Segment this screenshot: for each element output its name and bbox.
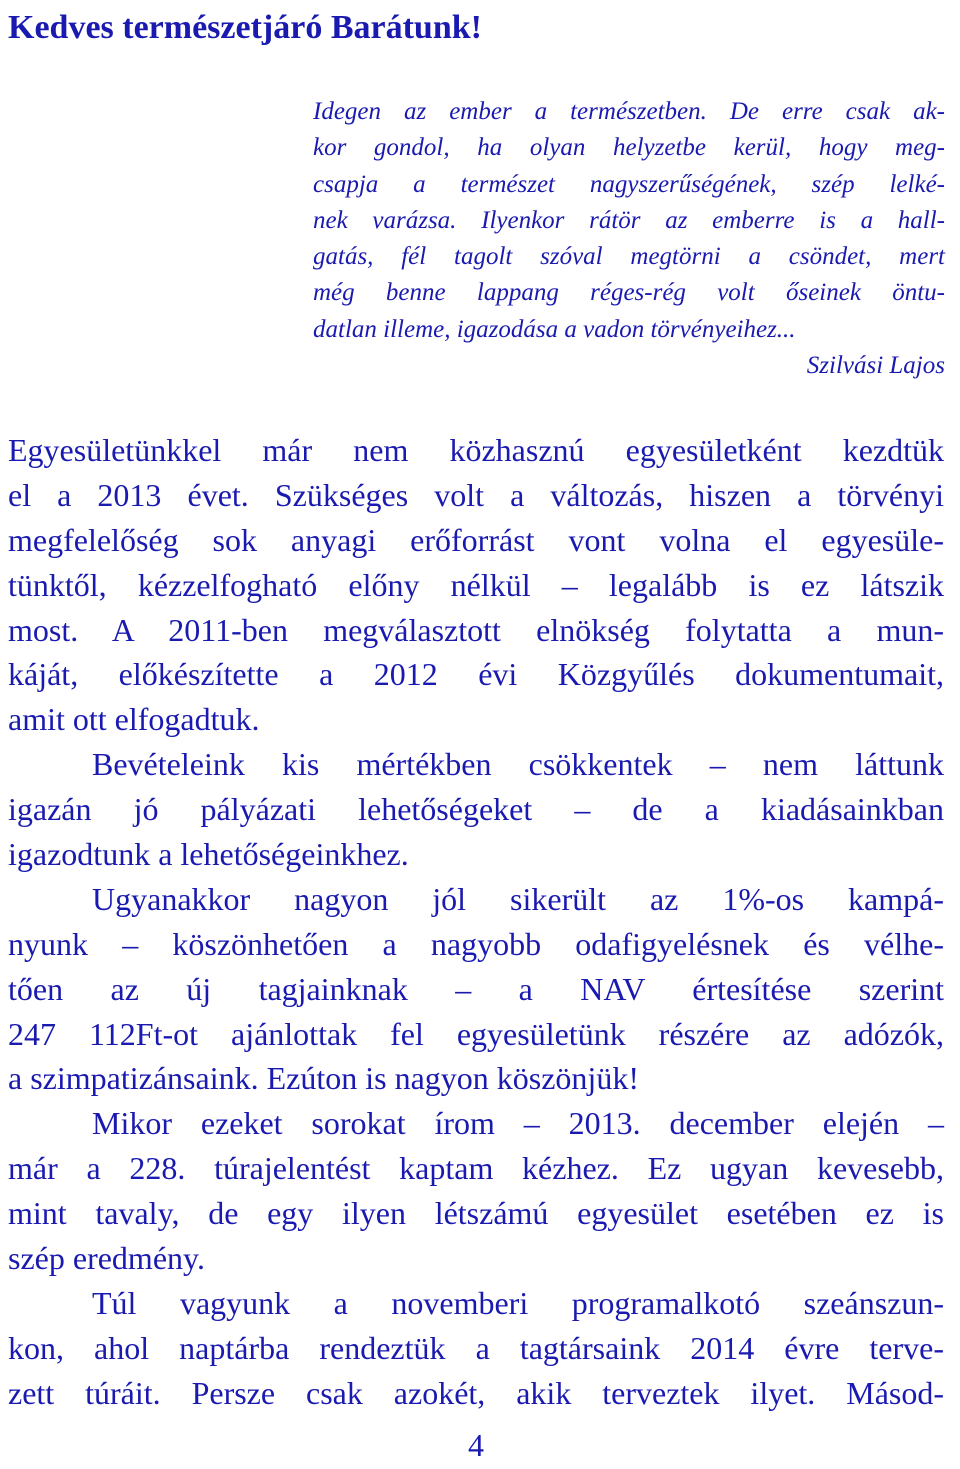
quote-line: datlan illeme, igazodása a vadon törvényeihez...	[313, 315, 796, 343]
body-line: amit ott elfogadtuk.	[8, 701, 260, 738]
body-line: Bevételeink kis mértékben csökkentek – nem láttunk	[92, 746, 944, 783]
page-number: 4	[468, 1427, 484, 1463]
quote-line: még benne lappang réges-rég volt őseinek öntu-	[313, 279, 945, 307]
quote-line: csapja a természet nagyszerűségének, szép lelké-	[313, 170, 945, 198]
body-line: zett túráit. Persze csak azokét, akik terveztek ilyet. Másod-	[8, 1374, 944, 1411]
body-line: már a 228. túrajelentést kaptam kézhez. Ez ugyan kevesebb,	[8, 1150, 944, 1187]
body-line: igazán jó pályázati lehetőségeket – de a kiadásainkban	[8, 791, 944, 828]
page-heading: Kedves természetjáró Barátunk!	[8, 9, 482, 46]
body-line: káját, előkészítette a 2012 évi Közgyűlés dokumentumait,	[8, 656, 944, 693]
body-line: igazodtunk a lehetőségeinkhez.	[8, 836, 409, 873]
quote-author: Szilvási Lajos	[806, 352, 945, 380]
quote-line: kor gondol, ha olyan helyzetbe kerül, hogy meg-	[313, 134, 945, 162]
epigraph-quote	[313, 94, 945, 384]
body-line: most. A 2011-ben megválasztott elnökség folytatta a mun-	[8, 611, 944, 648]
body-line: 247 112Ft-ot ajánlottak fel egyesületünk részére az adózók,	[8, 1015, 944, 1052]
body-line: tően az új tagjainknak – a NAV értesítése szerint	[8, 970, 944, 1007]
quote-line: gatás, fél tagolt szóval megtörni a csöndet, mert	[313, 243, 945, 271]
body-line: Túl vagyunk a novemberi programalkotó szeánszun-	[92, 1284, 944, 1321]
body-line: kon, ahol naptárba rendeztük a tagtársaink 2014 évre terve-	[8, 1329, 944, 1366]
body-line: a szimpatizánsaink. Ezúton is nagyon köszönjük!	[8, 1060, 639, 1097]
quote-line: Idegen az ember a természetben. De erre csak ak-	[313, 98, 945, 125]
body-line: mint tavaly, de egy ilyen létszámú egyesület esetében ez is	[8, 1195, 944, 1232]
body-line: Mikor ezeket sorokat írom – 2013. december elején –	[92, 1105, 944, 1142]
body-text	[8, 428, 944, 1416]
body-line: el a 2013 évet. Szükséges volt a változás, hiszen a törvényi	[8, 476, 944, 513]
quote-line: nek varázsa. Ilyenkor rátör az emberre is a hall-	[313, 206, 945, 234]
body-line: szép eredmény.	[8, 1240, 205, 1277]
body-line: Ugyanakkor nagyon jól sikerült az 1%-os kampá-	[92, 880, 944, 917]
body-line: nyunk – köszönhetően a nagyobb odafigyelésnek és vélhe-	[8, 925, 944, 962]
body-line: tünktől, kézzelfogható előny nélkül – legalább is ez látszik	[8, 566, 944, 603]
body-line: Egyesületünkkel már nem közhasznú egyesületként kezdtük	[8, 432, 944, 468]
body-line: megfelelőség sok anyagi erőforrást vont volna el egyesüle-	[8, 521, 944, 558]
